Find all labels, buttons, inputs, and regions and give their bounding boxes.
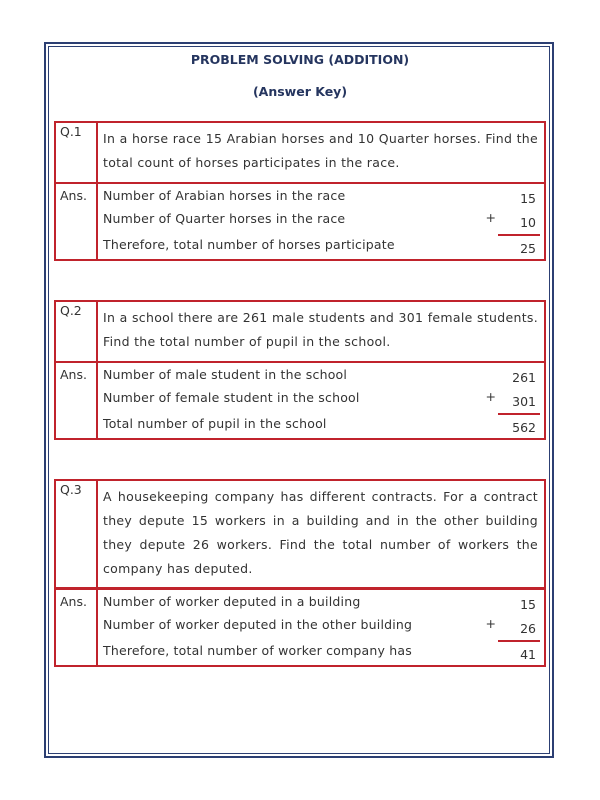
sum-line xyxy=(498,234,540,236)
answer-value-2: 301 xyxy=(512,394,536,409)
question-box-1 xyxy=(54,121,546,184)
answer-total: 41 xyxy=(520,647,536,662)
answer-line-2: Number of worker deputed in the other building xyxy=(103,617,413,632)
answer-line-3: Therefore, total number of horses participate xyxy=(103,237,395,252)
answer-label: Ans. xyxy=(60,594,87,609)
worksheet-title: PROBLEM SOLVING (ADDITION) xyxy=(190,52,410,67)
answer-line-2: Number of female student in the school xyxy=(103,390,360,405)
answer-line-1: Number of worker deputed in a building xyxy=(103,594,361,609)
answer-line-1: Number of Arabian horses in the race xyxy=(103,188,346,203)
worksheet-subtitle: (Answer Key) xyxy=(252,84,348,99)
question-box-3 xyxy=(54,479,546,589)
answer-line-1: Number of male student in the school xyxy=(103,367,348,382)
answer-total: 25 xyxy=(520,241,536,256)
answer-label: Ans. xyxy=(60,188,87,203)
answer-label: Ans. xyxy=(60,367,87,382)
plus-sign: + xyxy=(485,389,496,404)
answer-line-3: Therefore, total number of worker company has xyxy=(103,643,412,658)
question-text: In a school there are 261 male students and 301 female students. Find the total number of pupil in the school. xyxy=(103,310,538,349)
answer-line-2: Number of Quarter horses in the race xyxy=(103,211,346,226)
question-text: A housekeeping company has different contracts. For a contract they depute 15 workers in a building and in the other building they depute 26 workers. Find the total number of workers the company has deputed. xyxy=(103,489,538,576)
answer-value-2: 10 xyxy=(520,215,536,230)
answer-box-1 xyxy=(54,182,546,261)
plus-sign: + xyxy=(485,616,496,631)
answer-value-1: 261 xyxy=(512,370,536,385)
question-number: Q.3 xyxy=(60,482,82,497)
answer-value-1: 15 xyxy=(520,597,536,612)
answer-line-3: Total number of pupil in the school xyxy=(103,416,327,431)
question-number: Q.1 xyxy=(60,124,82,139)
question-text: In a horse race 15 Arabian horses and 10 Quarter horses. Find the total count of horses participates in the race. xyxy=(103,131,538,170)
question-box-2 xyxy=(54,300,546,363)
answer-box-2 xyxy=(54,361,546,440)
answer-total: 562 xyxy=(512,420,536,435)
sum-line xyxy=(498,640,540,642)
answer-value-1: 15 xyxy=(520,191,536,206)
answer-box-3 xyxy=(54,588,546,667)
plus-sign: + xyxy=(485,210,496,225)
sum-line xyxy=(498,413,540,415)
question-number: Q.2 xyxy=(60,303,82,318)
answer-value-2: 26 xyxy=(520,621,536,636)
